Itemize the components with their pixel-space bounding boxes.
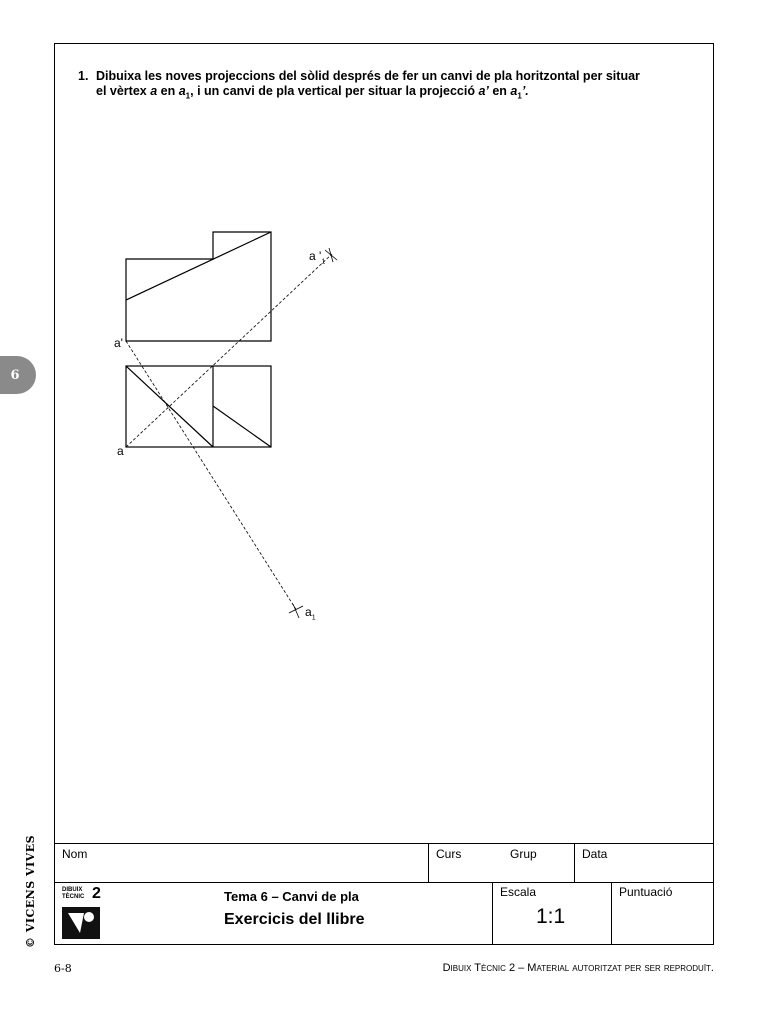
grup-field-label: Grup xyxy=(510,847,537,861)
label-a-prime: a' xyxy=(114,336,123,350)
exercise-line-1: Dibuixa les noves projeccions del sòlid després de fer un canvi de pla horitzontal per situar xyxy=(96,69,640,83)
divider-theme-escala xyxy=(492,882,493,945)
plan-outline xyxy=(126,366,271,447)
data-field-label: Data xyxy=(582,847,608,861)
title-block xyxy=(54,843,714,945)
text-run-italic: a xyxy=(150,84,158,98)
scale-value: 1:1 xyxy=(536,905,566,928)
text-run: el vèrtex xyxy=(96,84,151,98)
theme-title: Tema 6 – Canvi de pla xyxy=(224,889,359,904)
elevation-slope-line xyxy=(126,232,271,300)
title-block-mid-rule xyxy=(54,882,714,883)
plan-diagonal-right xyxy=(213,406,271,447)
label-a1-text: a xyxy=(305,605,312,619)
elevation-outline xyxy=(126,232,271,341)
label-a1-prime-text: a ' xyxy=(309,249,322,263)
nom-field-label: Nom xyxy=(62,847,88,861)
logo-line-2: TÈCNIC xyxy=(62,894,85,900)
exercise-number: 1. xyxy=(78,69,89,83)
text-run: , i un canvi de pla vertical per situar la projecció xyxy=(190,84,479,98)
divider-nom-curs xyxy=(428,843,429,882)
curs-field-label: Curs xyxy=(436,847,462,861)
label-a1-prime-sub: 1 xyxy=(321,258,326,266)
escala-field-label: Escala xyxy=(500,885,537,899)
subscript: 1 xyxy=(517,91,522,101)
label-a1-prime xyxy=(309,249,325,265)
publisher-logo-icon xyxy=(62,907,100,939)
sheet-subtitle: Exercicis del llibre xyxy=(224,911,365,928)
copyright-notice: © VICENS VIVES xyxy=(24,834,37,948)
tick-a1-2 xyxy=(293,604,299,618)
text-run-italic: ’. xyxy=(521,84,529,98)
label-a: a xyxy=(117,444,124,458)
chapter-tab: 6 xyxy=(0,356,36,394)
tick-a1-prime-2 xyxy=(329,248,333,262)
label-a1 xyxy=(305,605,316,621)
logo-number: 2 xyxy=(92,885,101,902)
footer-notice: Dibuix Tècnic 2 – Material autoritzat per ser reproduït. xyxy=(442,962,714,974)
text-run: en xyxy=(157,84,179,98)
divider-grup-data xyxy=(574,843,575,882)
puntuacio-field-label: Puntuació xyxy=(619,885,673,899)
logo-line-1: DIBUIX xyxy=(62,887,83,893)
text-run-italic: a xyxy=(178,84,186,98)
text-run-italic: a’ xyxy=(478,84,489,98)
title-block-top-rule xyxy=(54,843,714,844)
divider-escala-puntuacio xyxy=(611,882,612,945)
text-run: en xyxy=(488,84,511,98)
label-a1-sub: 1 xyxy=(311,614,316,622)
logo-wordmark xyxy=(62,887,84,901)
text-run-italic: a xyxy=(510,84,518,98)
construction-line-a1-prime xyxy=(126,254,332,447)
page-number: 6-8 xyxy=(54,962,72,975)
subscript: 1 xyxy=(185,91,191,101)
